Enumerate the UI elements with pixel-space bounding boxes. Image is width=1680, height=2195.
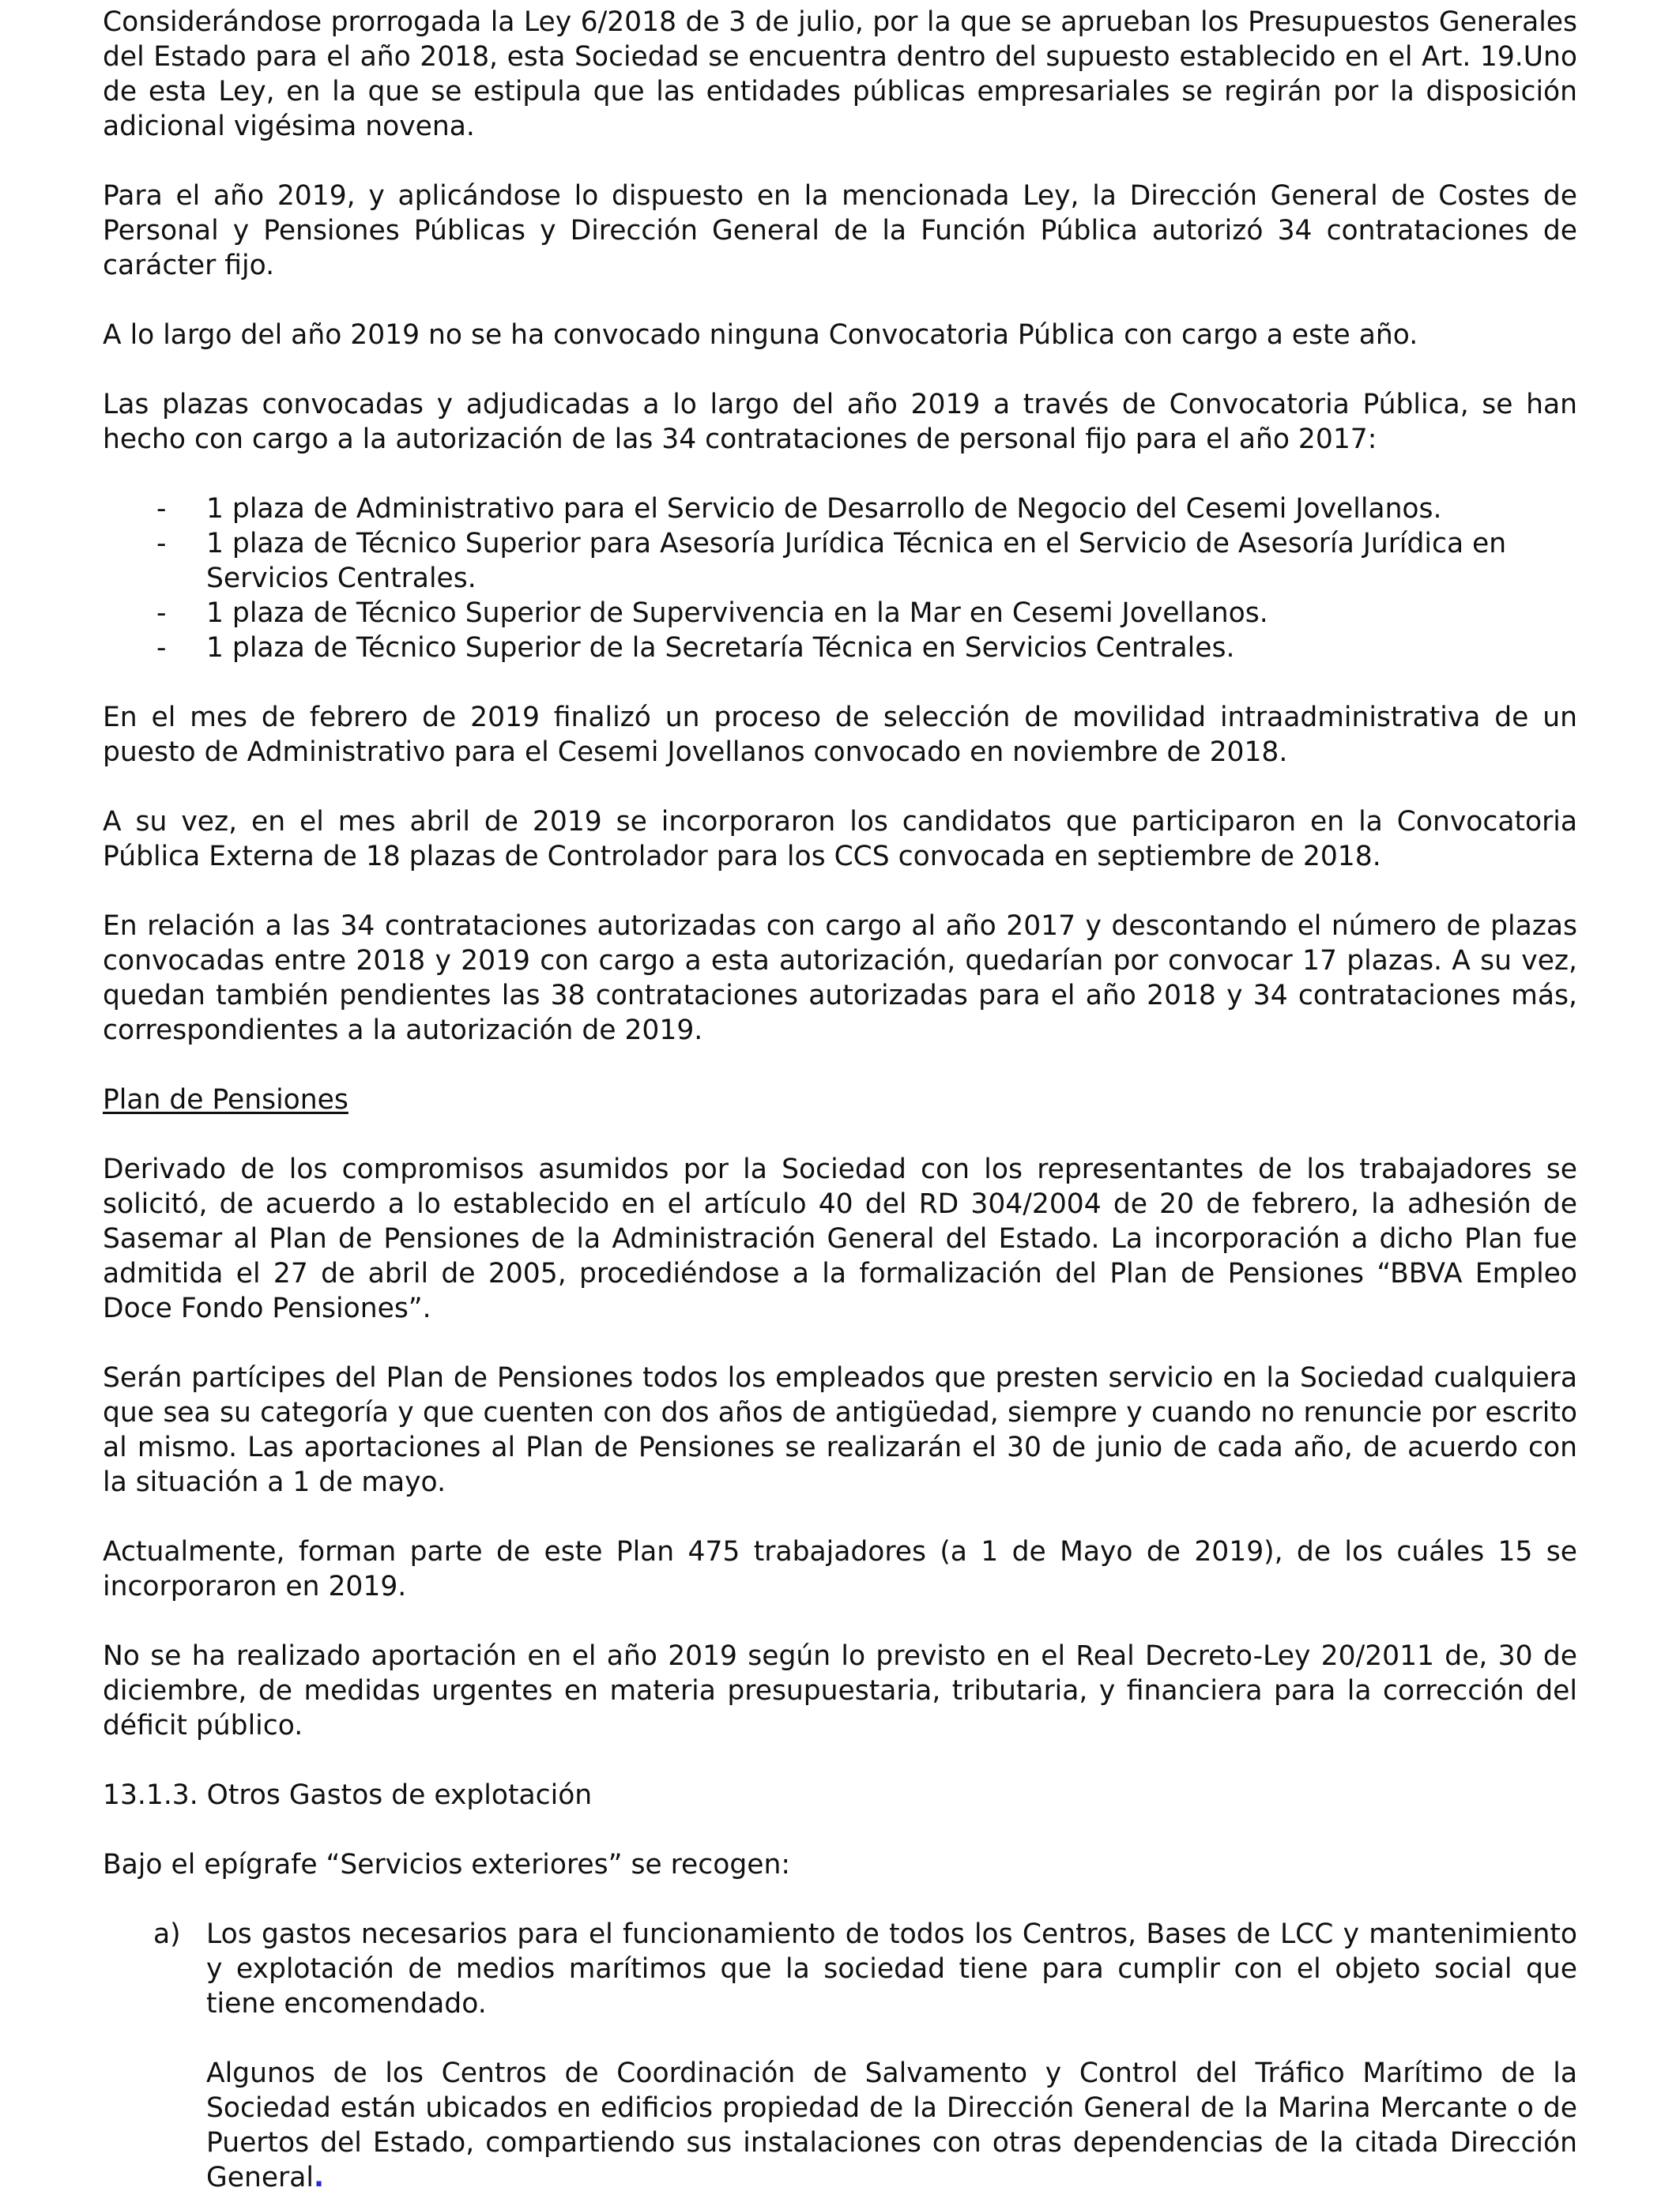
list-item: - 1 plaza de Técnico Superior de la Secretaría Técnica en Servicios Centrales.: [156, 632, 1235, 664]
list-marker: a): [153, 1918, 181, 1950]
paragraph-plazas-convocadas: Las plazas convocadas y adjudicadas a lo largo del año 2019 a través de Convocatoria Pública, se han hecho con cargo a la autorización de las 34 contrataciones de personal fijo para el año 2017:: [103, 389, 1577, 455]
paragraph-plazas-pendientes: En relación a las 34 contrataciones autorizadas con cargo al año 2017 y descontando el número de plazas convocadas entre 2018 y 2019 con cargo a esta autorización, quedarían por convocar 17 plazas. A su vez, quedan también pendientes las 38 contrataciones autorizadas para el año 2018 y 34 contrataciones más, correspondientes a la autorización de 2019.: [103, 910, 1577, 1046]
paragraph-aportacion: No se ha realizado aportación en el año 2019 según lo previsto en el Real Decreto-Ley 20/2011 de, 30 de diciembre, de medidas urgentes en materia presupuestaria, tributaria, y financiera para la corrección del déficit público.: [103, 1640, 1577, 1741]
paragraph-convocatoria-2019: A lo largo del año 2019 no se ha convocado ninguna Convocatoria Pública con cargo a este año.: [103, 319, 1418, 351]
paragraph-trabajadores: Actualmente, forman parte de este Plan 475 trabajadores (a 1 de Mayo de 2019), de los cuáles 15 se incorporaron en 2019.: [103, 1536, 1577, 1602]
document-page: [103, 0, 1577, 2195]
paragraph-ley-prorrogada: Considerándose prorrogada la Ley 6/2018 de 3 de julio, por la que se aprueban los Presupuestos Generales del Estado para el año 2018, esta Sociedad se encuentra dentro del supuesto establecido en el Art. 19.Uno de esta Ley, en la que se estipula que las entidades públicas empresariales se regirán por la disposición adicional vigésima novena.: [103, 6, 1577, 142]
plazas-list: [103, 491, 1577, 665]
list-marker: -: [156, 493, 167, 525]
paragraph-participes: Serán partícipes del Plan de Pensiones todos los empleados que presten servicio en la Sociedad cualquiera que sea su categoría y que cuenten con dos años de antigüedad, siempre y cuando no renuncie por escrito al mismo. Las aportaciones al Plan de Pensiones se realizarán el 30 de junio de cada año, de acuerdo con la situación a 1 de mayo.: [103, 1362, 1577, 1498]
list-item-text: Los gastos necesarios para el funcionamiento de todos los Centros, Bases de LCC y mantenimiento y explotación de medios marítimos que la sociedad tiene para cumplir con el objeto social que tiene encomendado.: [206, 1918, 1577, 2020]
list-marker: -: [156, 528, 167, 559]
list-item: [103, 1917, 1577, 2195]
paragraph-controladores: A su vez, en el mes abril de 2019 se incorporaron los candidatos que participaron en la Convocatoria Pública Externa de 18 plazas de Controlador para los CCS convocada en septiembre de 2018.: [103, 806, 1577, 872]
list-item-subparagraph: Algunos de los Centros de Coordinación de Salvamento y Control del Tráfico Marítimo de la Sociedad están ubicados en edificios propiedad de la Dirección General de la Marina Mercante o de Puertos del Estado, compartiendo sus instalaciones con otras dependencias de la citada Dirección General.: [206, 2058, 1577, 2193]
paragraph-contrataciones-2019: Para el año 2019, y aplicándose lo dispuesto en la mencionada Ley, la Dirección General de Costes de Personal y Pensiones Públicas y Dirección General de la Función Pública autorizó 34 contrataciones de carácter fijo.: [103, 180, 1577, 281]
list-marker: -: [156, 597, 167, 629]
paragraph-movilidad: En el mes de febrero de 2019 finalizó un proceso de selección de movilidad intraadministrativa de un puesto de Administrativo para el Cesemi Jovellanos convocado en noviembre de 2018.: [103, 702, 1577, 768]
paragraph-adhesion-plan: Derivado de los compromisos asumidos por la Sociedad con los representantes de los trabajadores se solicitó, de acuerdo a lo establecido en el artículo 40 del RD 304/2004 de 20 de febrero, la adhesión de Sasemar al Plan de Pensiones de la Administración General del Estado. La incorporación a dicho Plan fue admitida el 27 de abril de 2005, procediéndose a la formalización del Plan de Pensiones “BBVA Empleo Doce Fondo Pensiones”.: [103, 1154, 1577, 1324]
list-marker: -: [156, 632, 167, 664]
final-period: .: [313, 2162, 325, 2193]
servicios-list: [103, 1917, 1577, 2195]
list-item: - 1 plaza de Administrativo para el Servicio de Desarrollo de Negocio del Cesemi Jovellanos.: [156, 493, 1442, 525]
list-item: - 1 plaza de Técnico Superior de Supervivencia en la Mar en Cesemi Jovellanos.: [156, 597, 1268, 629]
section-heading-otros-gastos: 13.1.3. Otros Gastos de explotación: [103, 1779, 593, 1811]
list-item: - 1 plaza de Técnico Superior para Asesoría Jurídica Técnica en el Servicio de Asesoría Jurídica en Servicios Centrales.: [156, 528, 1507, 594]
section-heading-plan-pensiones: Plan de Pensiones: [103, 1084, 348, 1116]
paragraph-servicios-exteriores: Bajo el epígrafe “Servicios exteriores” se recogen:: [103, 1849, 790, 1881]
